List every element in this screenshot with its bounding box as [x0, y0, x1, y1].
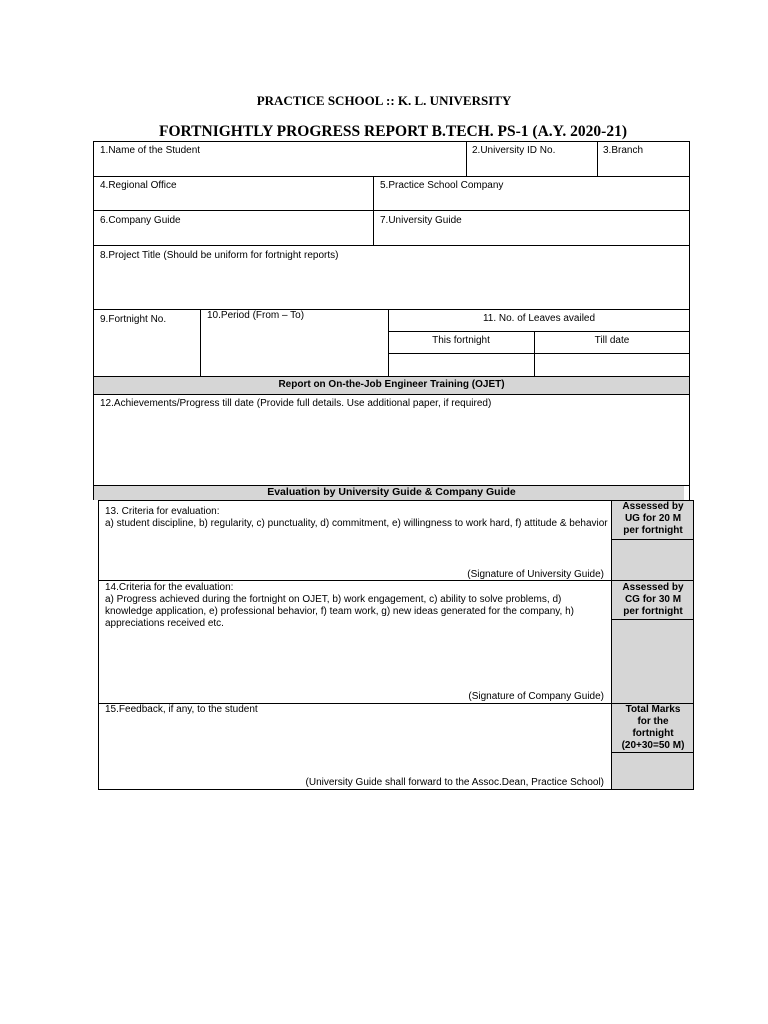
- student-name-label: 1.Name of the Student: [100, 145, 201, 156]
- university-guide-label: 7.University Guide: [380, 215, 462, 226]
- cg-assessment-label: Assessed by CG for 30 M per fortnight: [622, 582, 684, 617]
- company-label: 5.Practice School Company: [380, 180, 504, 191]
- till-date-label: Till date: [594, 335, 630, 346]
- criteria-14-text: a) Progress achieved during the fortnight on OJET, b) work engagement, c) ability to solve problems, d) knowledge application, e) professional behavior, f) team work, g) new ideas generated for the company, h) appreciations received etc.: [105, 594, 574, 629]
- evaluation-table: [98, 500, 694, 790]
- report-title: FORTNIGHTLY PROGRESS REPORT B.TECH. PS-1 (A.Y. 2020-21): [159, 123, 627, 140]
- criteria-14-title: 14.Criteria for the evaluation:: [105, 582, 234, 593]
- fortnight-no-label: 9.Fortnight No.: [100, 314, 167, 325]
- ug-assessment-label: Assessed by UG for 20 M per fortnight: [622, 501, 684, 536]
- university-id-label: 2.University ID No.: [472, 145, 556, 156]
- company-guide-label: 6.Company Guide: [100, 215, 181, 226]
- achievements-label: 12.Achievements/Progress till date (Provide full details. Use additional paper, if required): [100, 398, 492, 409]
- project-title-label: 8.Project Title (Should be uniform for fortnight reports): [100, 250, 339, 261]
- ojet-heading: Report on On-the-Job Engineer Training (OJET): [278, 379, 505, 390]
- feedback-label: 15.Feedback, if any, to the student: [105, 704, 258, 715]
- evaluation-heading: Evaluation by University Guide & Company Guide: [267, 486, 516, 498]
- forwarding-note: (University Guide shall forward to the Assoc.Dean, Practice School): [305, 777, 604, 788]
- criteria-13-text: a) student discipline, b) regularity, c) punctuality, d) commitment, e) willingness to work hard, f) attitude & behavior: [105, 518, 608, 529]
- criteria-13-title: 13. Criteria for evaluation:: [105, 506, 220, 517]
- branch-label: 3.Branch: [603, 145, 644, 156]
- total-marks-label: Total Marks for the fortnight (20+30=50 M): [621, 704, 685, 751]
- institution-heading: PRACTICE SCHOOL :: K. L. UNIVERSITY: [256, 93, 512, 108]
- regional-office-label: 4.Regional Office: [100, 180, 177, 191]
- period-label: 10.Period (From – To): [207, 310, 305, 321]
- university-guide-signature: (Signature of University Guide): [467, 569, 604, 580]
- leaves-label: 11. No. of Leaves availed: [482, 313, 596, 324]
- this-fortnight-label: This fortnight: [432, 335, 490, 346]
- company-guide-signature: (Signature of Company Guide): [468, 691, 604, 702]
